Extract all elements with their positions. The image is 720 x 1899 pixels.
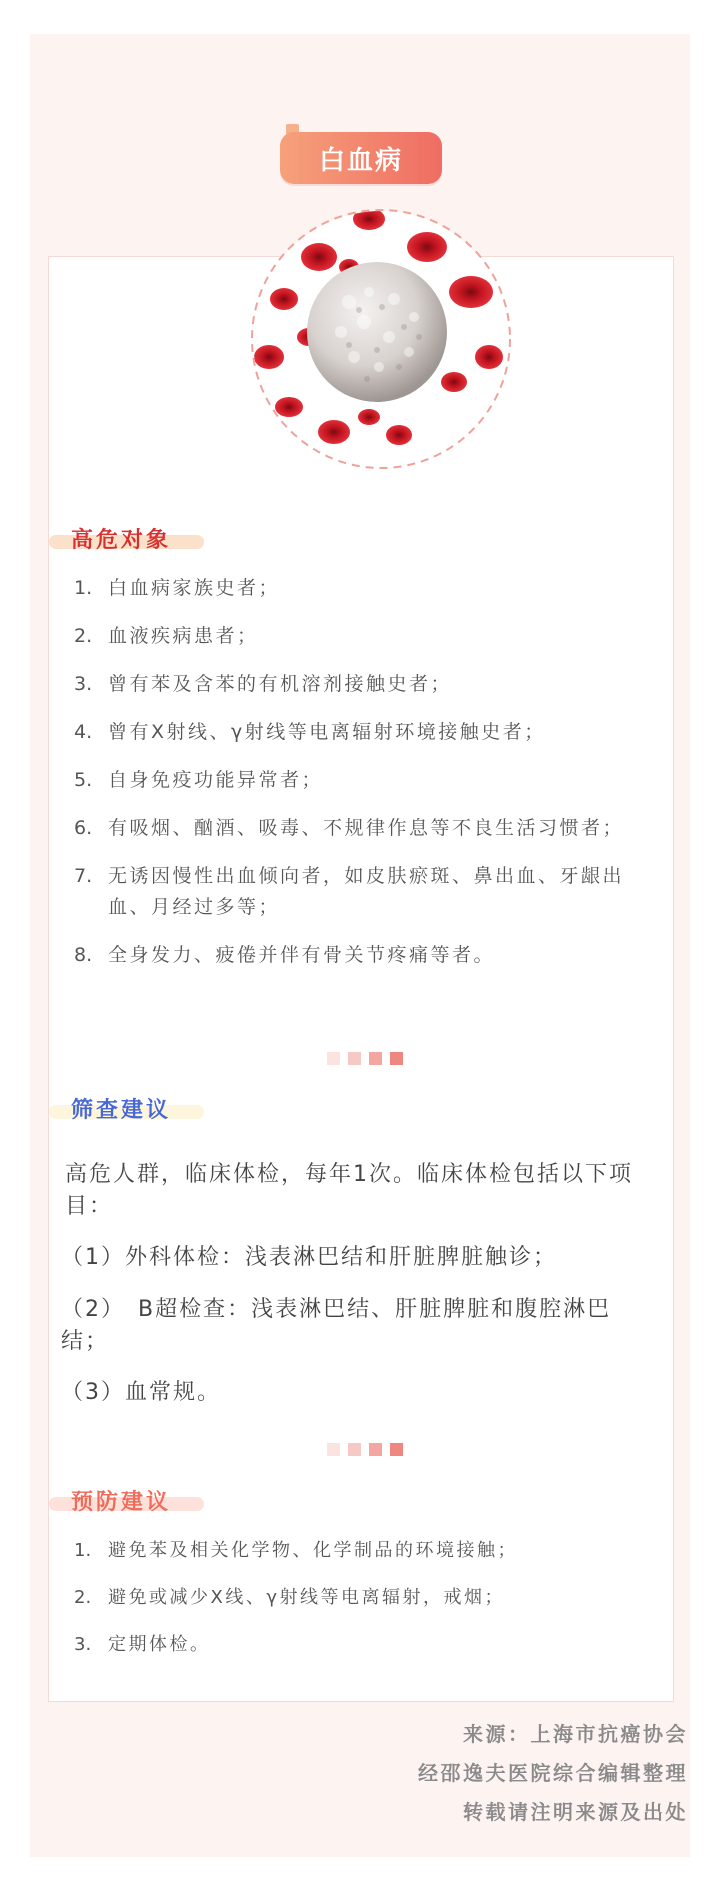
section-title-text: 高危对象 <box>71 528 172 553</box>
content-card <box>48 256 674 1702</box>
list-item: 2. 避免或减少X线、γ射线等电离辐射，戒烟； <box>74 1587 505 1608</box>
footer-notice: 转载请注明来源及出处 <box>463 1800 688 1824</box>
list-item: 6. 有吸烟、酗酒、吸毒、不规律作息等不良生活习惯者； <box>74 817 625 839</box>
section-title-text: 预防建议 <box>71 1490 172 1515</box>
four-square-divider-icon <box>327 1052 403 1065</box>
screening-paragraph: （3）血常规。 <box>61 1380 221 1405</box>
list-item: 2. 血液疾病患者； <box>74 625 259 647</box>
list-item: 3. 定期体检。 <box>74 1634 211 1655</box>
list-item: 5. 自身免疫功能异常者； <box>74 769 324 791</box>
list-item: 8. 全身发力、疲倦并伴有骨关节疼痛等者。 <box>74 944 496 966</box>
list-item: 3. 曾有苯及含苯的有机溶剂接触史者； <box>74 673 453 695</box>
four-square-divider-icon <box>327 1443 403 1456</box>
list-item: 1. 避免苯及相关化学物、化学制品的环境接触； <box>74 1540 518 1561</box>
screening-paragraph: （2） B超检查：浅表淋巴结、肝脏脾脏和腹腔淋巴结； <box>61 1297 612 1354</box>
screening-paragraph: （1）外科体检：浅表淋巴结和肝脏脾脏触诊； <box>61 1245 557 1270</box>
list-item: 7. 无诱因慢性出血倾向者，如皮肤瘀斑、鼻出血、牙龈出血、月经过多等； <box>74 865 625 918</box>
white-blood-cell-illustration-icon <box>249 207 513 471</box>
high-risk-list <box>71 573 651 971</box>
section-title-text: 筛查建议 <box>71 1098 172 1123</box>
page-title: 白血病 <box>280 132 442 184</box>
screening-paragraph: 高危人群，临床体检，每年1次。临床体检包括以下项目： <box>65 1162 633 1219</box>
list-item: 1. 白血病家族史者； <box>74 577 281 599</box>
footer-source: 来源：上海市抗癌协会 <box>463 1722 688 1746</box>
list-item: 4. 曾有X射线、γ射线等电离辐射环境接触史者； <box>74 721 546 743</box>
page-container <box>30 34 690 1857</box>
footer-editor: 经邵逸夫医院综合编辑整理 <box>418 1761 688 1785</box>
prevention-list <box>71 1535 651 1660</box>
